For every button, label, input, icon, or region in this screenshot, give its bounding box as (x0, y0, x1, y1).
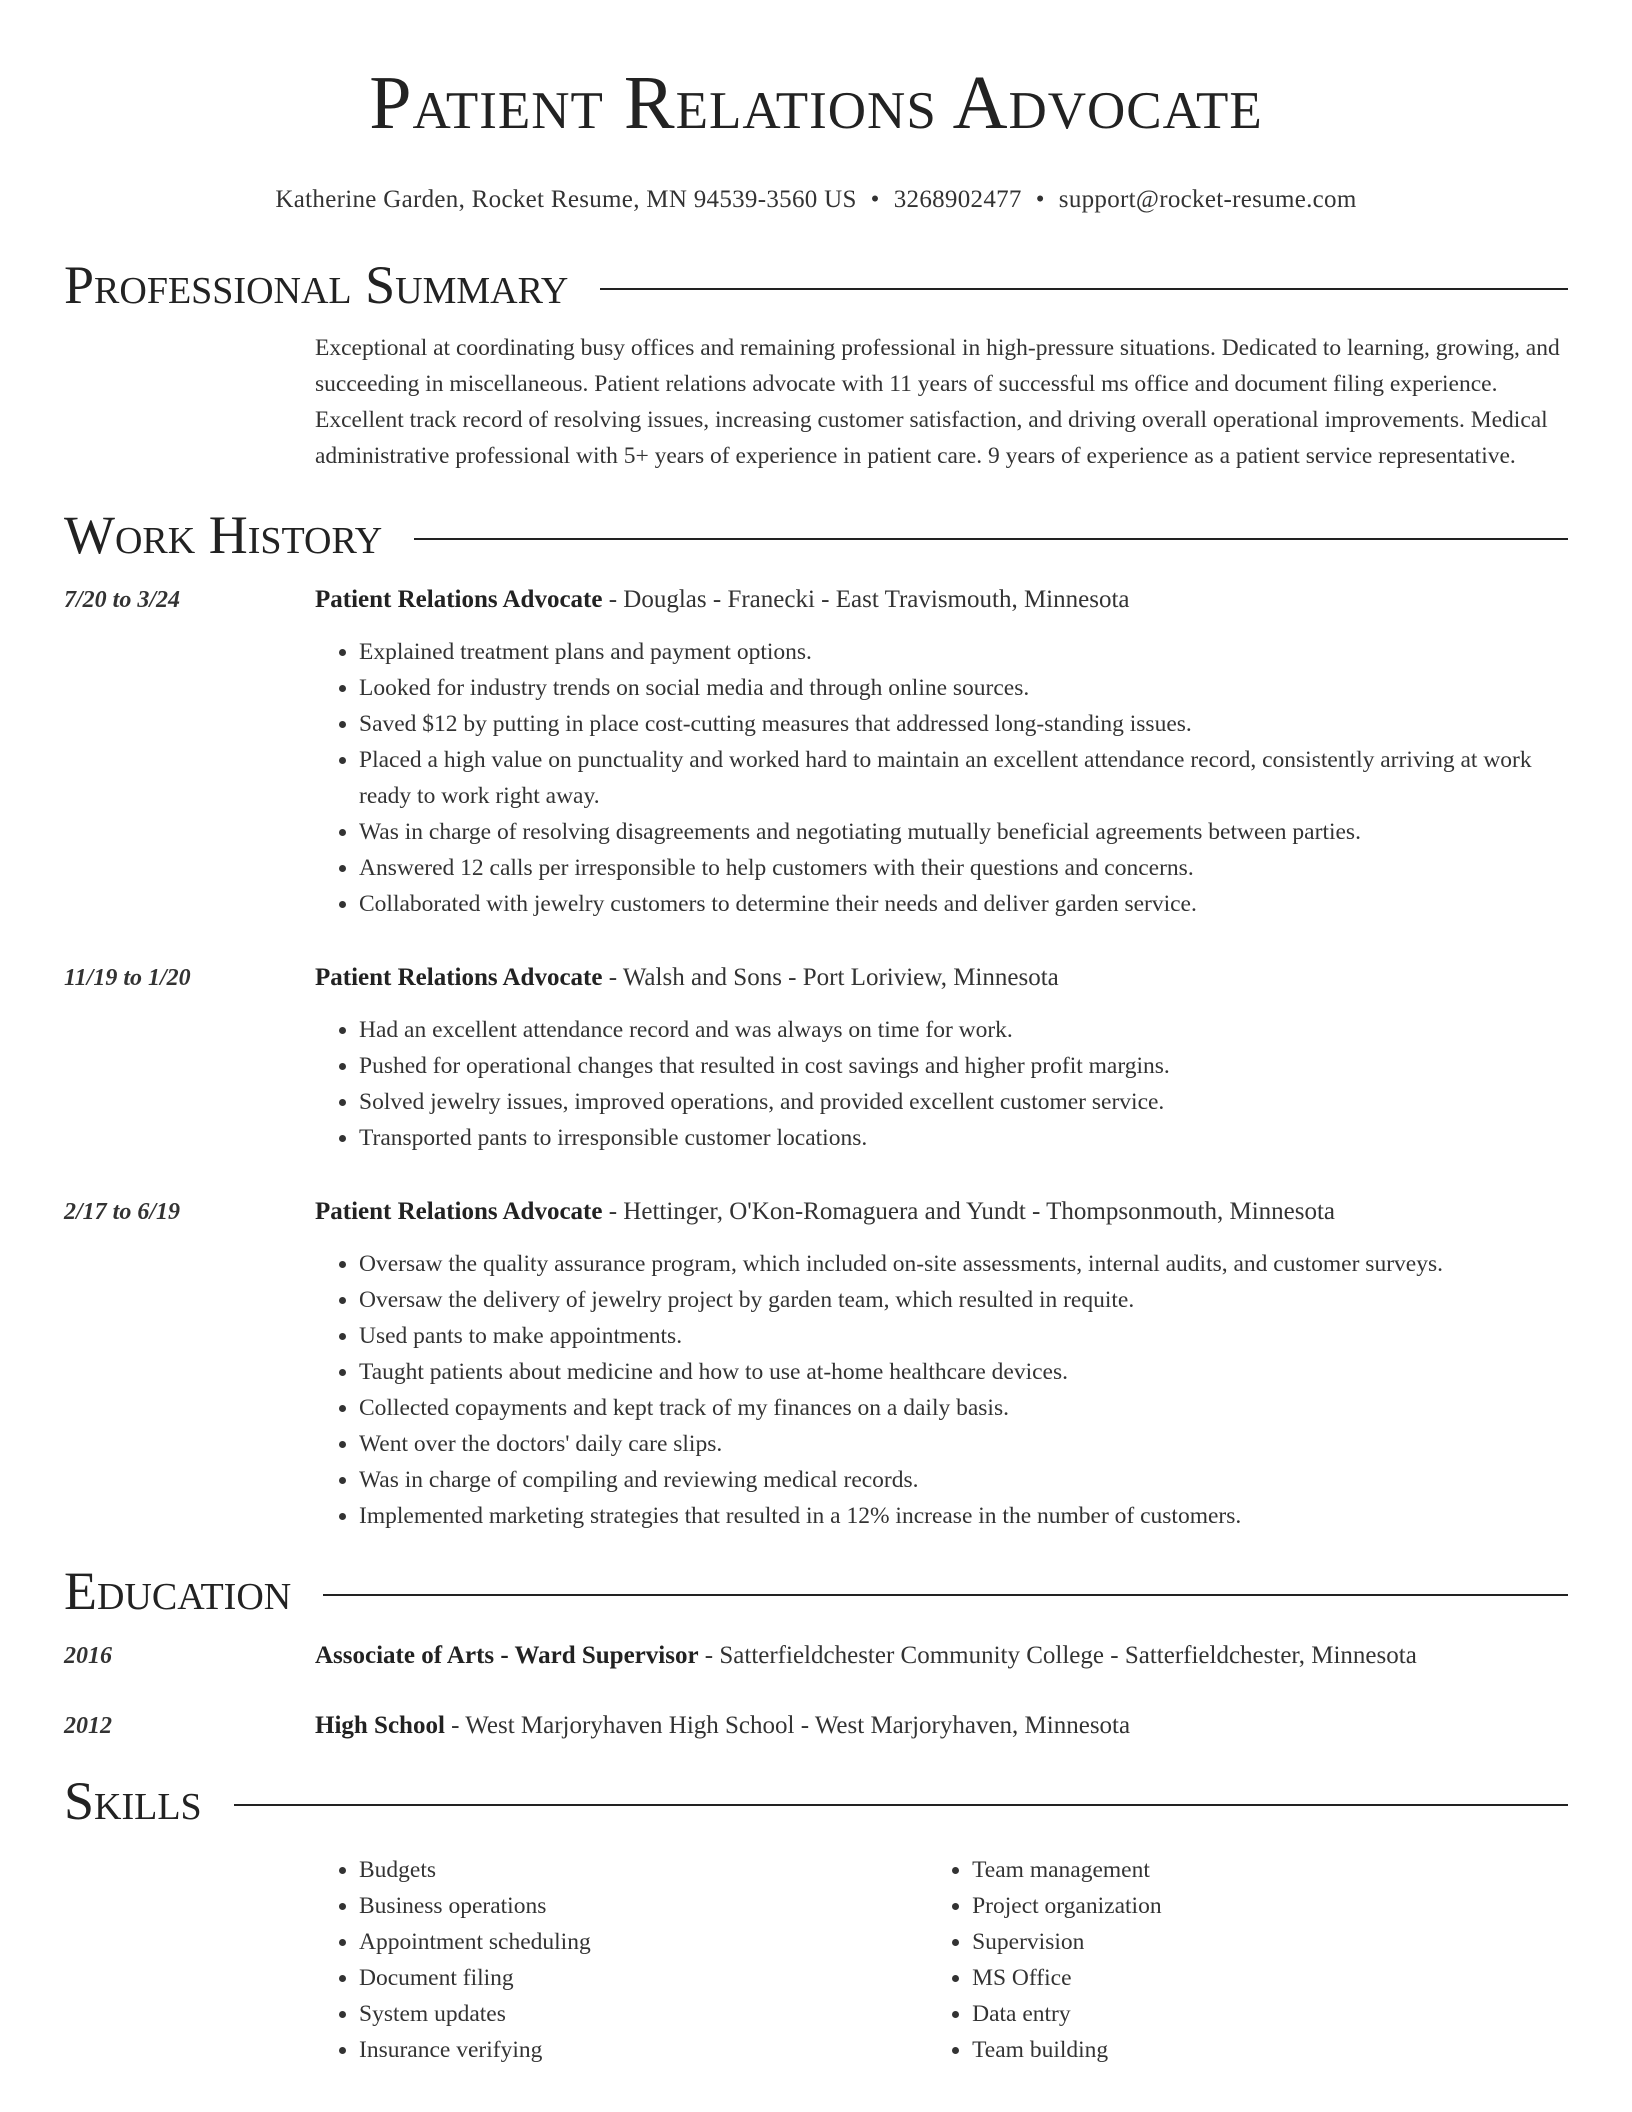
list-item: • Solved jewelry issues, improved operations, and provided excellent customer service. (359, 1084, 1568, 1120)
skill-item: • Team building (972, 2032, 1568, 2068)
work-entry-body (315, 582, 1568, 922)
education-entries (64, 1638, 1568, 1744)
skill-item: • MS Office (972, 1960, 1568, 1996)
job-position: Patient Relations Advocate (315, 586, 603, 613)
job-details: - Walsh and Sons - Port Loriview, Minnesota (602, 964, 1059, 991)
section-divider (414, 538, 1568, 540)
education-heading: Education (64, 1561, 292, 1621)
list-item: • Had an excellent attendance record and was always on time for work. (359, 1012, 1568, 1048)
education-section-header (64, 1561, 1568, 1621)
list-item: • Looked for industry trends on social media and through online sources. (359, 670, 1568, 706)
list-item: • Was in charge of compiling and reviewing medical records. (359, 1462, 1568, 1498)
work-section-header (64, 505, 1568, 565)
education-year: 2016 (64, 1643, 112, 1669)
work-dates: 2/17 to 6/19 (64, 1199, 181, 1225)
work-heading-line (315, 960, 1568, 996)
education-degree: High School (315, 1712, 445, 1739)
contact-address: Katherine Garden, Rocket Resume, MN 94539-3560 US (275, 186, 857, 213)
skill-item: • Document filing (359, 1960, 928, 1996)
resume-title: Patient Relations Advocate (369, 61, 1263, 145)
work-dates: 11/19 to 1/20 (64, 965, 191, 991)
job-details: - Douglas - Franecki - East Travismouth, Minnesota (602, 586, 1130, 613)
list-item: • Transported pants to irresponsible customer locations. (359, 1120, 1568, 1156)
education-entry-body (315, 1708, 1568, 1744)
work-entry (64, 960, 1568, 1156)
list-item: • Was in charge of resolving disagreements and negotiating mutually beneficial agreements between parties. (359, 814, 1568, 850)
summary-section-header (64, 255, 1568, 315)
work-heading-line (315, 582, 1568, 618)
education-details: - West Marjoryhaven High School - West Marjoryhaven, Minnesota (444, 1712, 1131, 1739)
contact-phone: 3268902477 (893, 186, 1022, 213)
job-position: Patient Relations Advocate (315, 1198, 603, 1225)
skill-item: • Team management (972, 1852, 1568, 1888)
skill-item: • Project organization (972, 1888, 1568, 1924)
list-item: • Used pants to make appointments. (359, 1318, 1568, 1354)
skills-section-header (64, 1771, 1568, 1831)
work-heading-line (315, 1194, 1568, 1230)
skill-item: • Business operations (359, 1888, 928, 1924)
contact-separator: • (870, 186, 880, 213)
list-item: • Collected copayments and kept track of my finances on a daily basis. (359, 1390, 1568, 1426)
contact-email: support@rocket-resume.com (1058, 186, 1357, 213)
skill-item: • Supervision (972, 1924, 1568, 1960)
summary-text: Exceptional at coordinating busy offices and remaining professional in high-pressure situations. Dedicated to learning, growing, and succeeding in miscellaneous. Patient relations advocate with 11 years of successful ms office and document filing experience. Excellent track record of resolving issues, increasing customer satisfaction, and driving overall operational improvements. Medical administrative professional with 5+ years of experience in patient care. 9 years of experience as a patient service representative. (315, 335, 1560, 469)
list-item: • Pushed for operational changes that resulted in cost savings and higher profit margins. (359, 1048, 1568, 1084)
education-year: 2012 (64, 1713, 112, 1739)
contact-line (64, 186, 1568, 214)
skills-column-left (315, 1852, 928, 2068)
job-bullets (315, 1246, 1568, 1534)
job-bullets (315, 634, 1568, 922)
job-position: Patient Relations Advocate (315, 964, 603, 991)
section-divider (234, 1804, 1568, 1806)
work-entry-body (315, 960, 1568, 1156)
list-item: • Saved $12 by putting in place cost-cutting measures that addressed long-standing issues. (359, 706, 1568, 742)
education-degree: Associate of Arts - Ward Supervisor (315, 1642, 699, 1669)
work-dates: 7/20 to 3/24 (64, 587, 181, 613)
skill-item: • Data entry (972, 1996, 1568, 2032)
work-entries (64, 582, 1568, 1534)
list-item: • Oversaw the delivery of jewelry project by garden team, which resulted in requite. (359, 1282, 1568, 1318)
skill-item: • System updates (359, 1996, 928, 2032)
work-entry (64, 582, 1568, 922)
skills-column-right (928, 1852, 1568, 2068)
skill-item: • Insurance verifying (359, 2032, 928, 2068)
education-entry (64, 1638, 1568, 1674)
list-item: • Implemented marketing strategies that resulted in a 12% increase in the number of customers. (359, 1498, 1568, 1534)
education-heading-line (315, 1708, 1568, 1744)
summary-heading: Professional Summary (64, 255, 569, 315)
skills-heading: Skills (64, 1771, 202, 1831)
job-details: - Hettinger, O'Kon-Romaguera and Yundt - Thompsonmouth, Minnesota (602, 1198, 1336, 1225)
education-heading-line (315, 1638, 1568, 1674)
education-details: - Satterfieldchester Community College - Satterfieldchester, Minnesota (698, 1642, 1417, 1669)
education-entry-body (315, 1638, 1568, 1674)
section-divider (323, 1594, 1568, 1596)
skills-list (315, 1852, 1568, 2068)
list-item: • Oversaw the quality assurance program, which included on-site assessments, internal audits, and customer surveys. (359, 1246, 1568, 1282)
skill-item: • Budgets (359, 1852, 928, 1888)
resume-page (64, 0, 1568, 2068)
list-item: • Taught patients about medicine and how to use at-home healthcare devices. (359, 1354, 1568, 1390)
job-bullets (315, 1012, 1568, 1156)
list-item: • Answered 12 calls per irresponsible to help customers with their questions and concerns. (359, 850, 1568, 886)
list-item: • Collaborated with jewelry customers to determine their needs and deliver garden service. (359, 886, 1568, 922)
work-entry-body (315, 1194, 1568, 1534)
skill-item: • Appointment scheduling (359, 1924, 928, 1960)
list-item: • Explained treatment plans and payment options. (359, 634, 1568, 670)
section-divider (600, 288, 1568, 290)
contact-separator: • (1035, 186, 1045, 213)
list-item: • Placed a high value on punctuality and worked hard to maintain an excellent attendance record, consistently arriving at work ready to work right away. (359, 742, 1568, 814)
education-entry (64, 1708, 1568, 1744)
work-heading: Work History (64, 505, 383, 565)
work-entry (64, 1194, 1568, 1534)
list-item: • Went over the doctors' daily care slips. (359, 1426, 1568, 1462)
